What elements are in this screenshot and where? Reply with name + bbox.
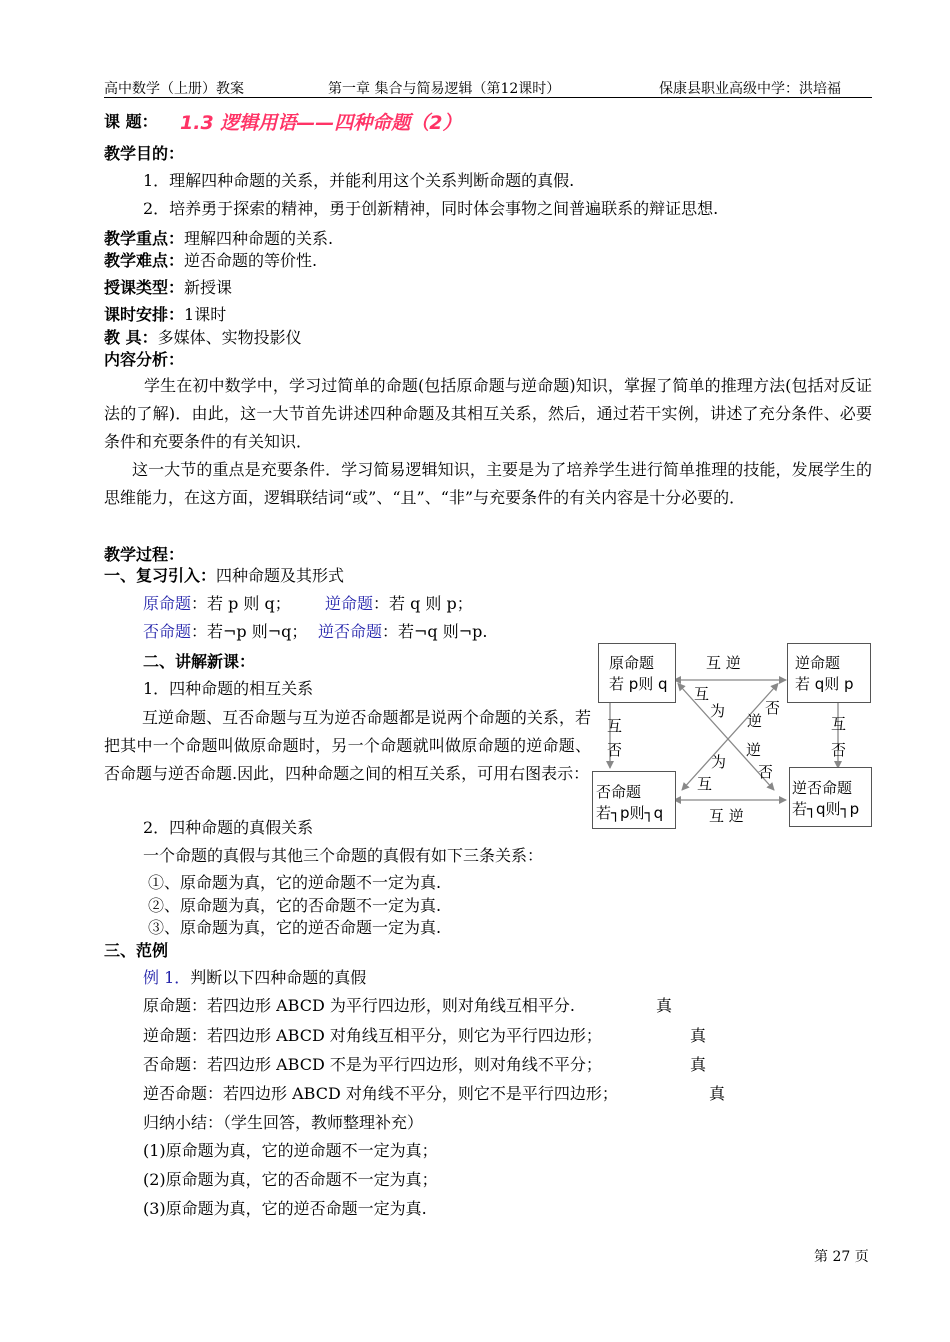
example-line: 原命题：若四边形 ABCD 为平行四边形，则对角线互相平分. — [143, 996, 575, 1015]
header-center: 第一章 集合与简易逻辑（第12课时） — [328, 81, 561, 97]
meta-schedule — [104, 305, 226, 325]
meta-difficulty — [104, 251, 317, 271]
meta-key-point — [104, 229, 333, 249]
meta-label: 教 具： — [104, 328, 158, 347]
label-left-1: 互 — [607, 717, 623, 735]
example-verdict: 真 — [690, 1055, 707, 1074]
form-label: 否命题 — [143, 622, 192, 641]
label-diagonal-b: 逆 — [747, 712, 763, 730]
label-diagonal-a: 互 — [694, 685, 710, 703]
examples-heading: 三、范例 — [104, 941, 169, 960]
box-title: 原命题 — [609, 654, 655, 672]
label-diagonal-a: 否 — [758, 763, 774, 781]
objective-item: 2．培养勇于探索的精神，勇于创新精神，同时体会事物之间普遍联系的辩证思想. — [143, 199, 719, 218]
form-text: ：若¬p 则¬q； — [191, 622, 308, 641]
label-left-2: 否 — [607, 741, 623, 759]
label-right-2: 否 — [831, 741, 847, 759]
review-heading: 一、复习引入： — [104, 566, 217, 585]
summary-heading: 归纳小结：（学生回答，教师整理补充） — [143, 1113, 424, 1132]
example-text: 判断以下四种命题的真假 — [190, 968, 367, 987]
analysis-paragraph: 这一大节的重点是充要条件．学习简易逻辑知识，主要是为了培养学生进行简单推理的技能，发展学生的思维能力，在这方面，逻辑联结词“或”、“且”、“非”与充要条件的有关内容是十分必要的． — [104, 460, 872, 507]
meta-type — [104, 278, 232, 298]
objective-item: 1．理解四种命题的关系，并能利用这个关系判断命题的真假. — [143, 171, 575, 190]
label-diagonal-b: 为 — [711, 753, 727, 771]
label-diagonal-b: 互 — [697, 775, 713, 793]
header-rule — [104, 97, 872, 98]
box-converse — [787, 643, 871, 703]
header-left: 高中数学（上册）教案 — [104, 81, 244, 97]
truth-item: ②、原命题为真，它的否命题不一定为真. — [148, 896, 442, 915]
meta-tools — [104, 328, 302, 348]
example-title — [143, 968, 366, 988]
example-verdict: 真 — [690, 1026, 707, 1045]
form-label: 逆命题 — [325, 594, 374, 613]
label-diagonal-a: 逆 — [746, 741, 762, 759]
box-form: 若 q则 p — [795, 675, 854, 693]
relation-paragraph: 互逆命题、互否命题与互为逆否命题都是说两个命题的关系，若把其中一个命题叫做原命题时，另一个命题就叫做原命题的逆命题、否命题与逆否命题.因此，四种命题之间的相互关系，可用右图表示： — [104, 708, 591, 783]
analysis-paragraph: 学生在初中数学中，学习过简单的命题(包括原命题与逆命题)知识，掌握了简单的推理方法(包括对反证法的了解)．由此，这一大节首先讲述四种命题及其相互关系，然后，通过若干实例，讲述了充分条件、必要条件和充要条件的有关知识． — [104, 376, 872, 451]
box-title: 否命题 — [596, 783, 642, 801]
example-line: 否命题：若四边形 ABCD 不是为平行四边形，则对角线不平分； — [143, 1055, 602, 1074]
page-number: 第 27 页 — [814, 1249, 869, 1265]
process-heading: 教学过程： — [104, 545, 185, 564]
summary-item: (2)原命题为真，它的否命题不一定为真； — [143, 1170, 438, 1189]
review-line — [104, 566, 344, 586]
form-inverse — [143, 622, 307, 642]
summary-item: (3)原命题为真，它的逆否命题一定为真. — [143, 1199, 427, 1218]
truth-intro: 一个命题的真假与其他三个命题的真假有如下三条关系： — [143, 846, 544, 865]
form-label: 原命题 — [143, 594, 192, 613]
form-text: ：若 q 则 p； — [373, 594, 473, 613]
box-title: 逆否命题 — [792, 779, 853, 797]
form-label: 逆否命题 — [318, 622, 383, 641]
example-verdict: 真 — [709, 1084, 726, 1103]
form-contrapositive — [318, 622, 488, 642]
box-form: 若┐p则┐q — [596, 804, 664, 822]
meta-label: 教学重点： — [104, 229, 185, 248]
form-text: ：若 p 则 q； — [191, 594, 291, 613]
meta-value: 新授课 — [184, 278, 233, 297]
example-label: 例 1． — [143, 968, 191, 987]
meta-value: 逆否命题的等价性. — [184, 251, 318, 270]
label-bottom: 互 逆 — [709, 807, 744, 825]
meta-label: 课时安排： — [104, 305, 185, 324]
example-line: 逆命题：若四边形 ABCD 对角线互相平分，则它为平行四边形； — [143, 1026, 602, 1045]
subsection-title: 1．四种命题的相互关系 — [143, 679, 314, 698]
meta-label: 授课类型： — [104, 278, 185, 297]
header-right: 保康县职业高级中学：洪培福 — [659, 81, 841, 97]
box-form: 若┐q则┐p — [792, 800, 860, 818]
box-contrapositive — [789, 767, 872, 827]
truth-item: ③、原命题为真，它的逆否命题一定为真. — [148, 918, 442, 937]
meta-value: 1课时 — [184, 305, 227, 324]
page-title: 1.3 逻辑用语——四种命题（2） — [180, 112, 462, 134]
summary-item: (1)原命题为真，它的逆命题不一定为真； — [143, 1141, 438, 1160]
meta-value: 多媒体、实物投影仪 — [157, 328, 302, 347]
example-verdict: 真 — [656, 996, 673, 1015]
meta-value: 理解四种命题的关系. — [184, 229, 334, 248]
form-text: ：若¬q 则¬p. — [382, 622, 488, 641]
box-original — [598, 643, 676, 703]
objectives-heading: 教学目的： — [104, 144, 185, 163]
example-line: 逆否命题：若四边形 ABCD 对角线不平分，则它不是平行四边形； — [143, 1084, 618, 1103]
box-form: 若 p则 q — [609, 675, 668, 693]
form-original — [143, 594, 291, 614]
label-diagonal-a: 为 — [710, 702, 726, 720]
new-lesson-heading: 二、讲解新课： — [143, 652, 256, 671]
label-right-1: 互 — [831, 715, 847, 733]
subsection-title: 2．四种命题的真假关系 — [143, 818, 314, 837]
box-title: 逆命题 — [795, 654, 841, 672]
meta-label: 教学难点： — [104, 251, 185, 270]
box-inverse — [592, 771, 676, 829]
analysis-heading: 内容分析： — [104, 350, 185, 369]
form-converse — [325, 594, 473, 614]
title-label: 课 题： — [104, 112, 158, 131]
label-top: 互 逆 — [706, 654, 741, 672]
label-diagonal-b: 否 — [765, 699, 781, 717]
truth-item: ①、原命题为真，它的逆命题不一定为真. — [148, 873, 442, 892]
review-value: 四种命题及其形式 — [216, 566, 345, 585]
